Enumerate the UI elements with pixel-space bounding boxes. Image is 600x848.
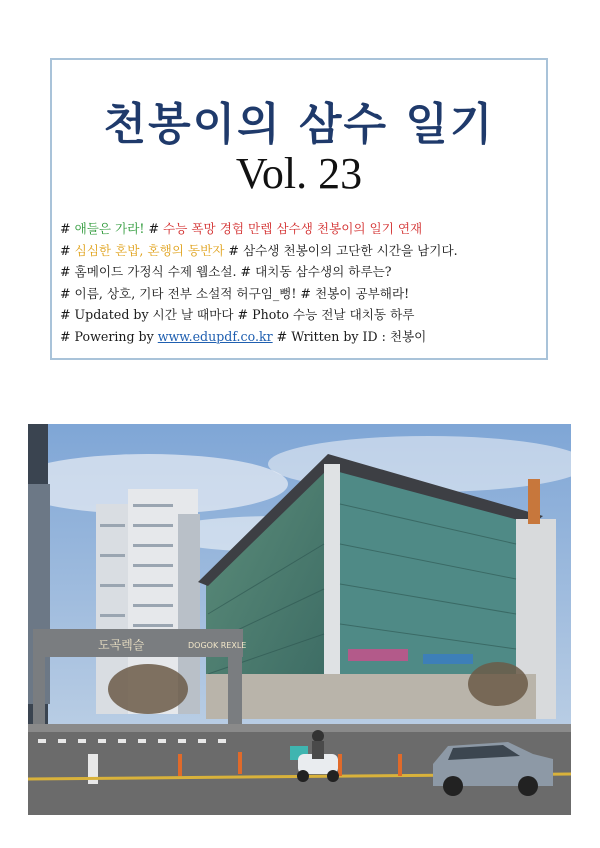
tag-list <box>60 218 546 347</box>
tag-text: # Powering by <box>60 328 158 344</box>
gate-sign: 도곡렉슬 <box>98 638 145 652</box>
tag-line <box>60 283 546 305</box>
title-box <box>50 58 548 360</box>
tag-text: # Updated by 시간 날 때마다 # Photo 수능 전날 대치동 하루 <box>60 307 415 322</box>
tag-text: # <box>60 242 75 258</box>
tag-text: # 홈메이드 가정식 수제 웹소설. # 대치동 삼수생의 하루는? <box>60 264 392 279</box>
tag-line <box>60 326 546 348</box>
tag-text: # <box>144 221 164 236</box>
page-title: 천봉이의 삼수 일기 <box>103 99 495 150</box>
tag-text: # Written by ID : 천봉이 <box>272 328 427 344</box>
tag-line <box>60 240 546 262</box>
tag-text: 심심한 혼밥, 혼행의 동반자 <box>74 242 225 258</box>
gate-sign-en: DOGOK REXLE <box>188 641 247 650</box>
cover-photo <box>28 424 571 815</box>
website-link[interactable]: www.edupdf.co.kr <box>157 328 273 344</box>
tag-text: # 삼수생 천봉이의 고단한 시간을 남기다. <box>224 242 458 258</box>
tag-text: 수능 폭망 경험 만렙 삼수생 천봉이의 일기 연재 <box>163 221 423 236</box>
tag-text: # <box>60 221 75 236</box>
tag-text: 애들은 가라! <box>74 221 145 236</box>
volume-label: Vol. 23 <box>235 149 363 198</box>
tag-line <box>60 304 546 326</box>
tag-text: # 이름, 상호, 기타 전부 소설적 허구임_뻥! # 천봉이 공부해라! <box>60 285 410 301</box>
tag-line <box>60 218 546 240</box>
tag-line <box>60 261 546 283</box>
